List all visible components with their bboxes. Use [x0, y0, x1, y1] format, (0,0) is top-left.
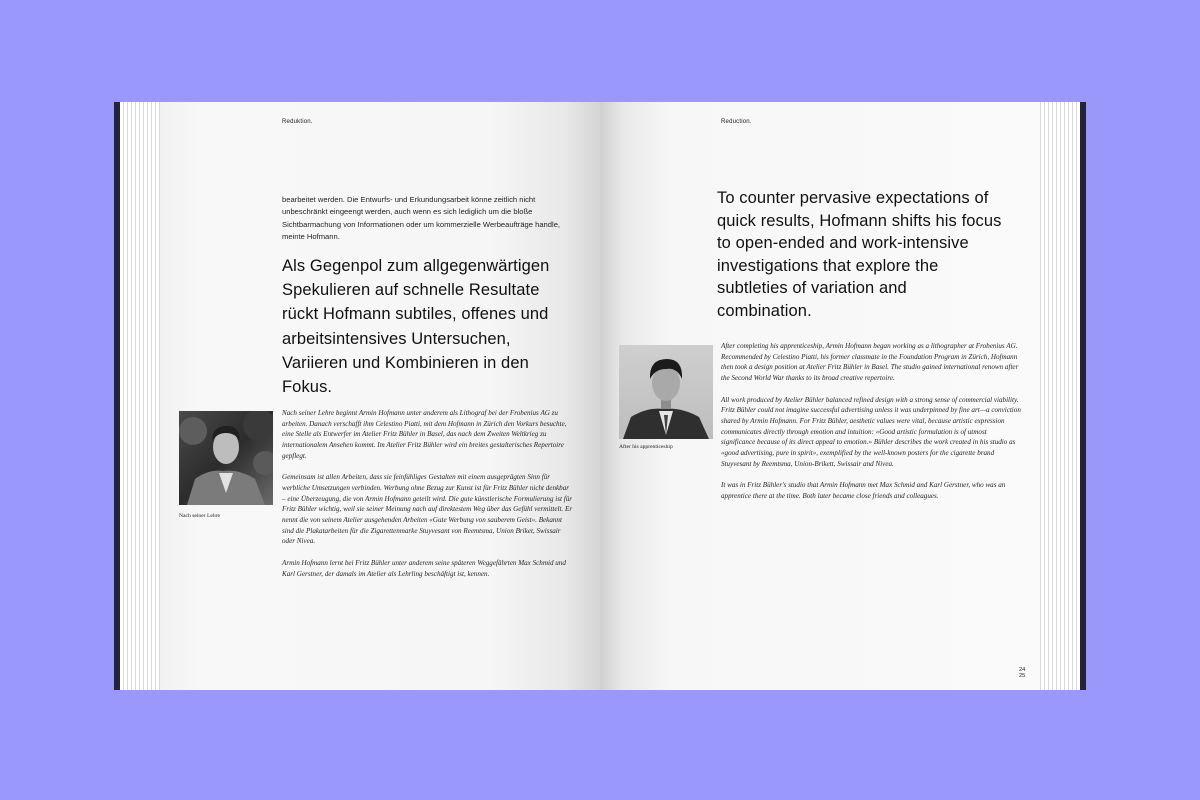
open-book	[114, 102, 1086, 690]
right-page	[600, 102, 1040, 690]
running-head-right: Reduction.	[721, 119, 752, 125]
page-number-right: 25	[1019, 673, 1026, 680]
photo-caption-right: After his apprenticeship	[619, 444, 673, 450]
photo-caption-left: Nach seiner Lehre	[179, 513, 220, 519]
paragraph: After completing his apprenticeship, Armin Hofmann began working as a lithographer at Frobenius AG. Recommended by Celestino Piatti, his former classmate in the Foundation Program in Zürich, Hofmann then took a design position at Atelier Fritz Bühler in Basel. The studio gained international renown after the Second World War thanks to its broad creative repertoire.	[721, 342, 1019, 383]
paragraph: It was in Fritz Bühler's studio that Armin Hofmann met Max Schmid and Karl Gerstner, who was an apprentice there at the time. Both later became close friends and colleagues.	[721, 481, 1006, 500]
paragraph: All work produced by Atelier Bühler balanced refined design with a strong sense of commercial viability. Fritz Bühler could not imagine successful advertising unless it was underpinned by fine art—a conviction shared by Armin Hofmann. For Fritz Bühler, aesthetic values were vital, because artistic expression communicates directly through emotion and intuition: «Good artistic formulation is of utmost significance because of its direct appeal to emotion.» Bühler describes the work created in his studio as «good advertising, pure in spirit», exemplified by the well-known posters for the cigarette brand Stuyvesant by Reemtsma, Union-Brikett, Swissair and Nivea.	[721, 395, 1021, 468]
pull-quote-de: Als Gegenpol zum allgegenwärtigen Spekulieren auf schnelle Resultate rückt Hofmann subtiles, offenes und arbeitsintensives Untersuchen, Variieren und Kombinieren in den Fokus.	[282, 257, 550, 397]
page-number-left: 24	[1019, 667, 1026, 673]
running-head-left: Reduktion.	[282, 119, 313, 125]
body-text-right	[721, 341, 1021, 512]
left-page	[160, 102, 600, 690]
paragraph: Gemeinsam ist allen Arbeiten, dass sie feinfühliges Gestalten mit einem ausgeprägten Sinn für werbliche Umsetzungen verbinden. Werbung ohne Bezug zur Kunst ist für Fritz Bühler nicht denkbar – eine Überzeugung, die von Armin Hofmann geteilt wird. Die gute künstlerische Formulierung ist für Fritz Bühler wichtig, weil sie seiner Meinung nach auf direktestem Weg über das Gefühl vermittelt. Er nennt die von seinem Atelier ausgehenden Arbeiten «Gute Werbung von sauberem Geist». Bekannt sind die Plakatarbeiten für die Zigarettenmarke Stuyvesant von Reemtsma, Union Briket, Swissair oder Nivea.	[282, 473, 573, 546]
page-edges-left	[120, 102, 160, 690]
portrait-photo-left	[179, 411, 273, 505]
body-text-left	[282, 408, 574, 590]
page-numbers	[1019, 667, 1025, 680]
page-edges-right	[1040, 102, 1080, 690]
portrait-photo-right	[619, 345, 713, 439]
intro-text: bearbeitet werden. Die Entwurfs- und Erkundungsarbeit könne zeitlich nicht unbeschränkt eingeengt werden, auch wenn es sich lediglich um die bloße Sichtbarmachung von Informationen oder um kommerzielle Werbeaufträge handle, meinte Hofmann.	[282, 195, 561, 242]
pull-quote-en: To counter pervasive expectations of quick results, Hofmann shifts his focus to open-ended and work-intensive investigations that explore the subtleties of variation and combination.	[717, 189, 1002, 320]
paragraph: Nach seiner Lehre beginnt Armin Hofmann unter anderem als Lithograf bei der Frobenius AG zu arbeiten. Danach verschafft ihm Celestino Piatti, mit dem Hofmann in Zürich den Vorkurs besuchte, eine Stelle als Entwerfer im Atelier Fritz Bühler in Basel, das nach dem Zweiten Weltkrieg zu internationalem Ansehen kommt. Im Atelier Fritz Bühler wird ein breites gestalterisches Repertoire gepflegt.	[282, 409, 567, 460]
paragraph: Armin Hofmann lernt bei Fritz Bühler unter anderem seine späteren Weggefährten Max Schmid und Karl Gerstner, der damals im Atelier als Lehrling beschäftigt ist, kennen.	[282, 558, 566, 578]
book-cover-edge-right	[1080, 102, 1086, 690]
